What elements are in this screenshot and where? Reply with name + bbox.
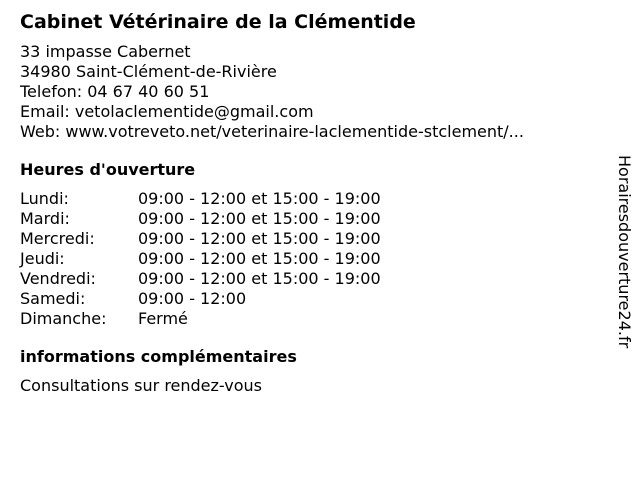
- opening-hours-table: [20, 189, 600, 329]
- day-label: Jeudi:: [20, 249, 65, 268]
- day-hours: 09:00 - 12:00 et 15:00 - 19:00: [138, 189, 381, 208]
- day-hours: 09:00 - 12:00 et 15:00 - 19:00: [138, 269, 381, 288]
- website-url: Web: www.votreveto.net/veterinaire-laclementide-stclement/...: [20, 122, 524, 141]
- day-label: Mercredi:: [20, 229, 95, 248]
- email-address: Email: vetolaclementide@gmail.com: [20, 102, 314, 121]
- day-hours: 09:00 - 12:00 et 15:00 - 19:00: [138, 209, 381, 228]
- day-label: Dimanche:: [20, 309, 107, 328]
- business-name: Cabinet Vétérinaire de la Clémentide: [20, 11, 416, 33]
- day-label: Samedi:: [20, 289, 86, 308]
- day-label: Vendredi:: [20, 269, 96, 288]
- opening-hours-heading: Heures d'ouverture: [20, 160, 196, 179]
- additional-info-text: Consultations sur rendez-vous: [20, 376, 262, 395]
- day-label: Lundi:: [20, 189, 69, 208]
- business-card: [20, 10, 600, 396]
- phone-number: Telefon: 04 67 40 60 51: [20, 82, 210, 101]
- watermark: [610, 134, 638, 370]
- address-city: 34980 Saint-Clément-de-Rivière: [20, 62, 277, 81]
- additional-info-heading: informations complémentaires: [20, 347, 297, 366]
- day-hours: 09:00 - 12:00 et 15:00 - 19:00: [138, 229, 381, 248]
- watermark-text: Horairesdouverture24.fr: [615, 155, 634, 349]
- address-street: 33 impasse Cabernet: [20, 42, 191, 61]
- day-hours: 09:00 - 12:00: [138, 289, 247, 308]
- day-label: Mardi:: [20, 209, 70, 228]
- day-hours: Fermé: [138, 309, 188, 328]
- day-hours: 09:00 - 12:00 et 15:00 - 19:00: [138, 249, 381, 268]
